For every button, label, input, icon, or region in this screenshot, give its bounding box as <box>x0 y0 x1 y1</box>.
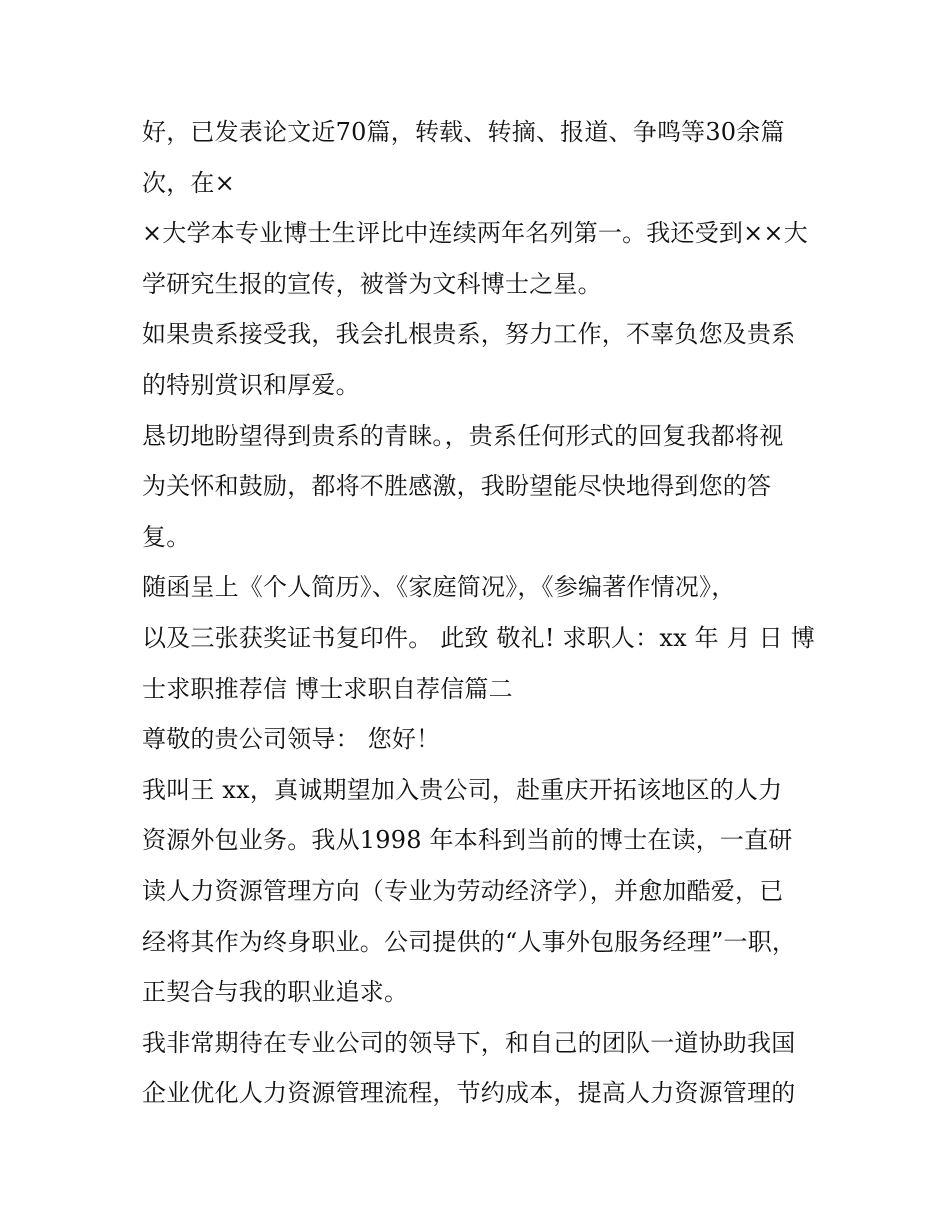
text-line: 经将其作为终身职业。公司提供的“人事外包服务经理”一职， <box>142 927 797 956</box>
text-line: 次，在× <box>142 168 235 197</box>
text-line: ×大学本专业博士生评比中连续两年名列第一。我还受到××大 <box>142 219 808 248</box>
text-line: 以及三张获奖证书复印件。 此致 敬礼! 求职人：xx 年 月 日 博 <box>142 623 815 652</box>
text-line: 我叫王 xx，真诚期望加入贵公司，赴重庆开拓该地区的人力 <box>142 775 783 804</box>
text-line: 资源外包业务。我从1998 年本科到当前的博士在读，一直研 <box>142 826 793 855</box>
text-line: 读人力资源管理方向（专业为劳动经济学），并愈加酷爱，已 <box>142 876 784 905</box>
text-line: 学研究生报的宣传，被誉为文科博士之星。 <box>142 269 602 298</box>
text-line: 企业优化人力资源管理流程，节约成本，提高人力资源管理的 <box>142 1079 796 1108</box>
body-text <box>142 107 822 1119</box>
text-line: 的特别赏识和厚爱。 <box>142 370 360 399</box>
text-line: 好，已发表论文近70篇，转载、转摘、报道、争鸣等30余篇 <box>142 118 785 146</box>
text-line: 我非常期待在专业公司的领导下，和自己的团队一道协助我国 <box>142 1028 796 1057</box>
text-line: 随函呈上《个人简历》、《家庭简况》，《参编著作情况》， <box>142 573 736 602</box>
text-line: 为关怀和鼓励，都将不胜感激，我盼望能尽快地得到您的答 <box>142 472 772 501</box>
text-line: 复。 <box>142 522 191 551</box>
text-line: 恳切地盼望得到贵系的青睐。，贵系任何形式的回复我都将视 <box>142 421 784 450</box>
text-line: 尊敬的贵公司领导： 您好！ <box>142 725 441 754</box>
text-line: 如果贵系接受我，我会扎根贵系，努力工作，不辜负您及贵系 <box>142 320 796 349</box>
text-line: 士求职推荐信 博士求职自荐信篇二 <box>142 674 513 703</box>
text-line: 正契合与我的职业追求。 <box>142 978 409 1007</box>
